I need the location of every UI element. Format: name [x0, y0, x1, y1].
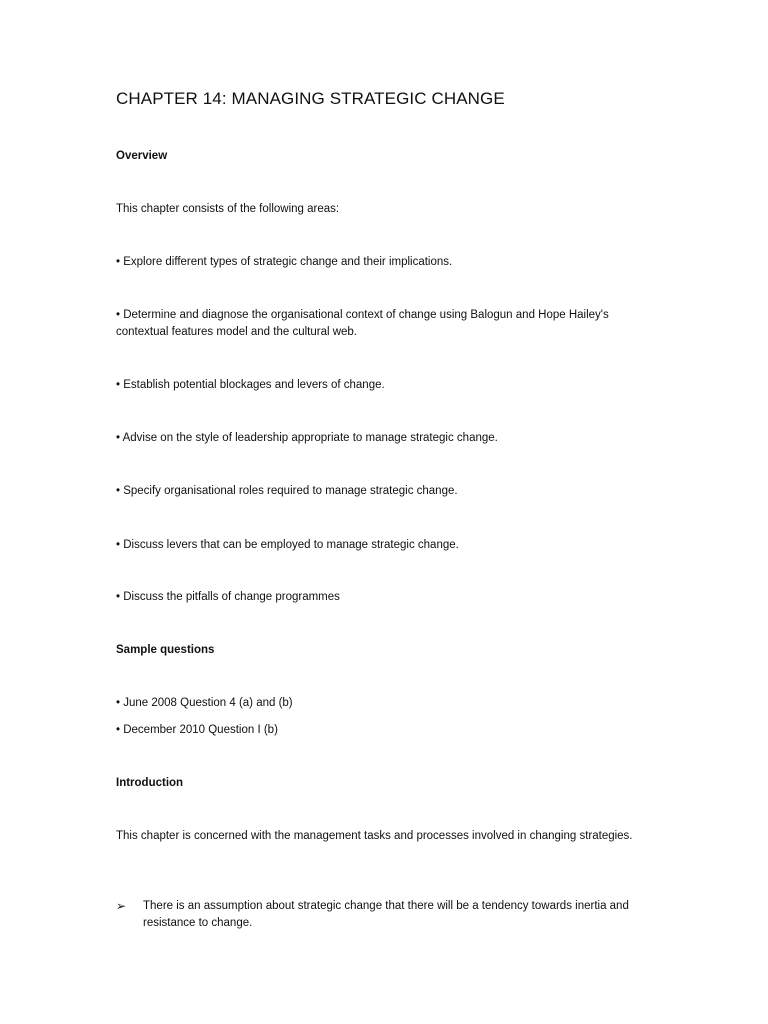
overview-intro: This chapter consists of the following areas: — [116, 203, 340, 215]
bullet-item: • Discuss the pitfalls of change programmes — [116, 591, 340, 603]
sample-question-item: • December 2010 Question I (b) — [116, 724, 278, 736]
bullet-item: • Establish potential blockages and levers of change. — [116, 379, 385, 391]
bullet-item: • Discuss levers that can be employed to manage strategic change. — [116, 539, 459, 551]
arrow-point-text: There is an assumption about strategic change that there will be a tendency towards inertia and resistance to change. — [143, 900, 629, 929]
sample-question-item: • June 2008 Question 4 (a) and (b) — [116, 697, 293, 709]
bullet-item: • Determine and diagnose the organisational context of change using Balogun and Hope Hailey's contextual features model and the cultural web. — [116, 309, 609, 338]
bullet-item: • Specify organisational roles required to manage strategic change. — [116, 485, 458, 497]
page-title: CHAPTER 14: MANAGING STRATEGIC CHANGE — [116, 89, 505, 108]
overview-heading: Overview — [116, 150, 168, 162]
arrow-bullet-icon: ➢ — [116, 899, 127, 913]
sample-questions-heading: Sample questions — [116, 644, 215, 656]
bullet-item: • Advise on the style of leadership appropriate to manage strategic change. — [116, 432, 498, 444]
bullet-item: • Explore different types of strategic change and their implications. — [116, 256, 453, 268]
introduction-heading: Introduction — [116, 777, 184, 789]
introduction-paragraph: This chapter is concerned with the management tasks and processes involved in changing strategies. — [116, 830, 633, 842]
